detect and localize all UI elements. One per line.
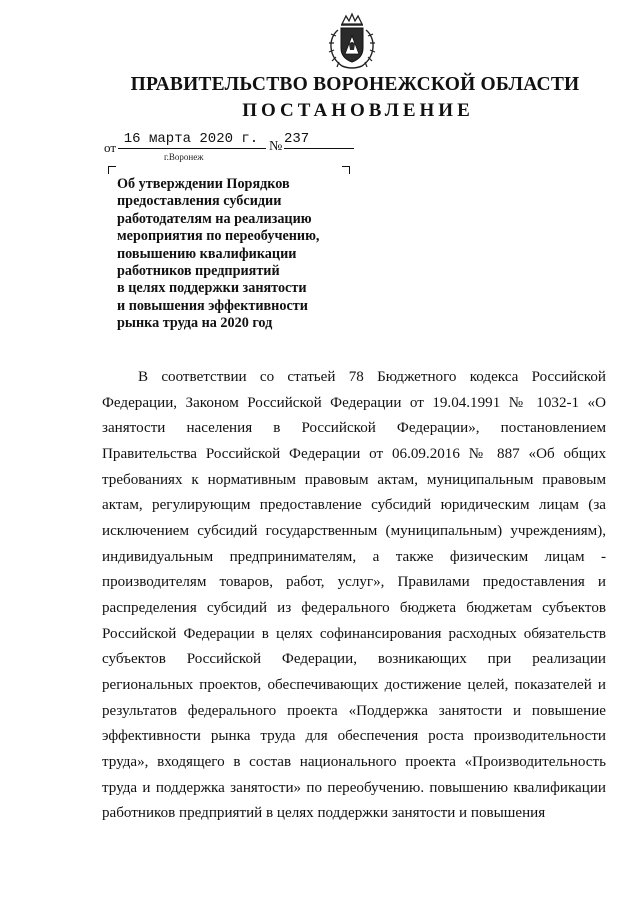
document-number: 237 [284,131,310,147]
title-line: в целях поддержки занятости [117,280,307,297]
dateline [104,131,364,153]
city-label: г.Воронеж [164,152,204,162]
title-line: работодателям на реализацию [117,210,312,227]
title-line: рынка труда на 2020 год [117,315,273,332]
document-date: 16 марта 2020 г. [123,131,259,147]
title-line: и повышения эффективности [117,297,308,314]
coat-of-arms-icon [324,12,380,72]
organization-name: ПРАВИТЕЛЬСТВО ВОРОНЕЖСКОЙ ОБЛАСТИ [130,74,580,95]
date-prefix: от [104,140,117,155]
title-line: предоставления субсидии [117,193,282,210]
document-title [117,176,357,333]
title-line: работников предприятий [117,263,280,280]
number-underline [284,148,354,149]
document-type: ПОСТАНОВЛЕНИЕ [242,100,474,121]
title-corner-left [108,166,116,174]
title-line: Об утверждении Порядков [117,176,290,192]
body-paragraph: В соответствии со статьей 78 Бюджетного кодекса Российской Федерации, Законом Российской Федерации от 19.04.1991 № 1032-1 «О занятости населения в Российской Федерации», постановлением Правительства Российской Федерации от 06.09.2016 № 887 «Об общих требованиях к нормативным правовым актам, муниципальным правовым актам, регулирующим предоставление субсидий юридическим лицам (за исключением субсидий государственным (муниципальным) учреждениям), индивидуальным предпринимателям, а также физическим лицам - производителям товаров, работ, услуг», Правилами предоставления и распределения субсидий из федерального бюджета бюджетам субъектов Российской Федерации в целях софинансирования расходных обязательств субъектов Российской Федерации, возникающих при реализации региональных проектов, обеспечивающих достижение целей, показателей и результатов федерального проекта «Поддержка занятости и повышение эффективности рынка труда для обеспечения роста производительности труда», входящего в состав национального проекта «Производительность труда и поддержка занятости» по переобучению. повышению квалификации работников предприятий в целях поддержки занятости и повышения [102,369,606,822]
title-corner-right [342,166,350,174]
number-sign: № [269,139,283,154]
title-line: повышению квалификации [117,245,297,262]
title-line: мероприятия по переобучению, [117,228,320,245]
date-underline [118,148,266,149]
